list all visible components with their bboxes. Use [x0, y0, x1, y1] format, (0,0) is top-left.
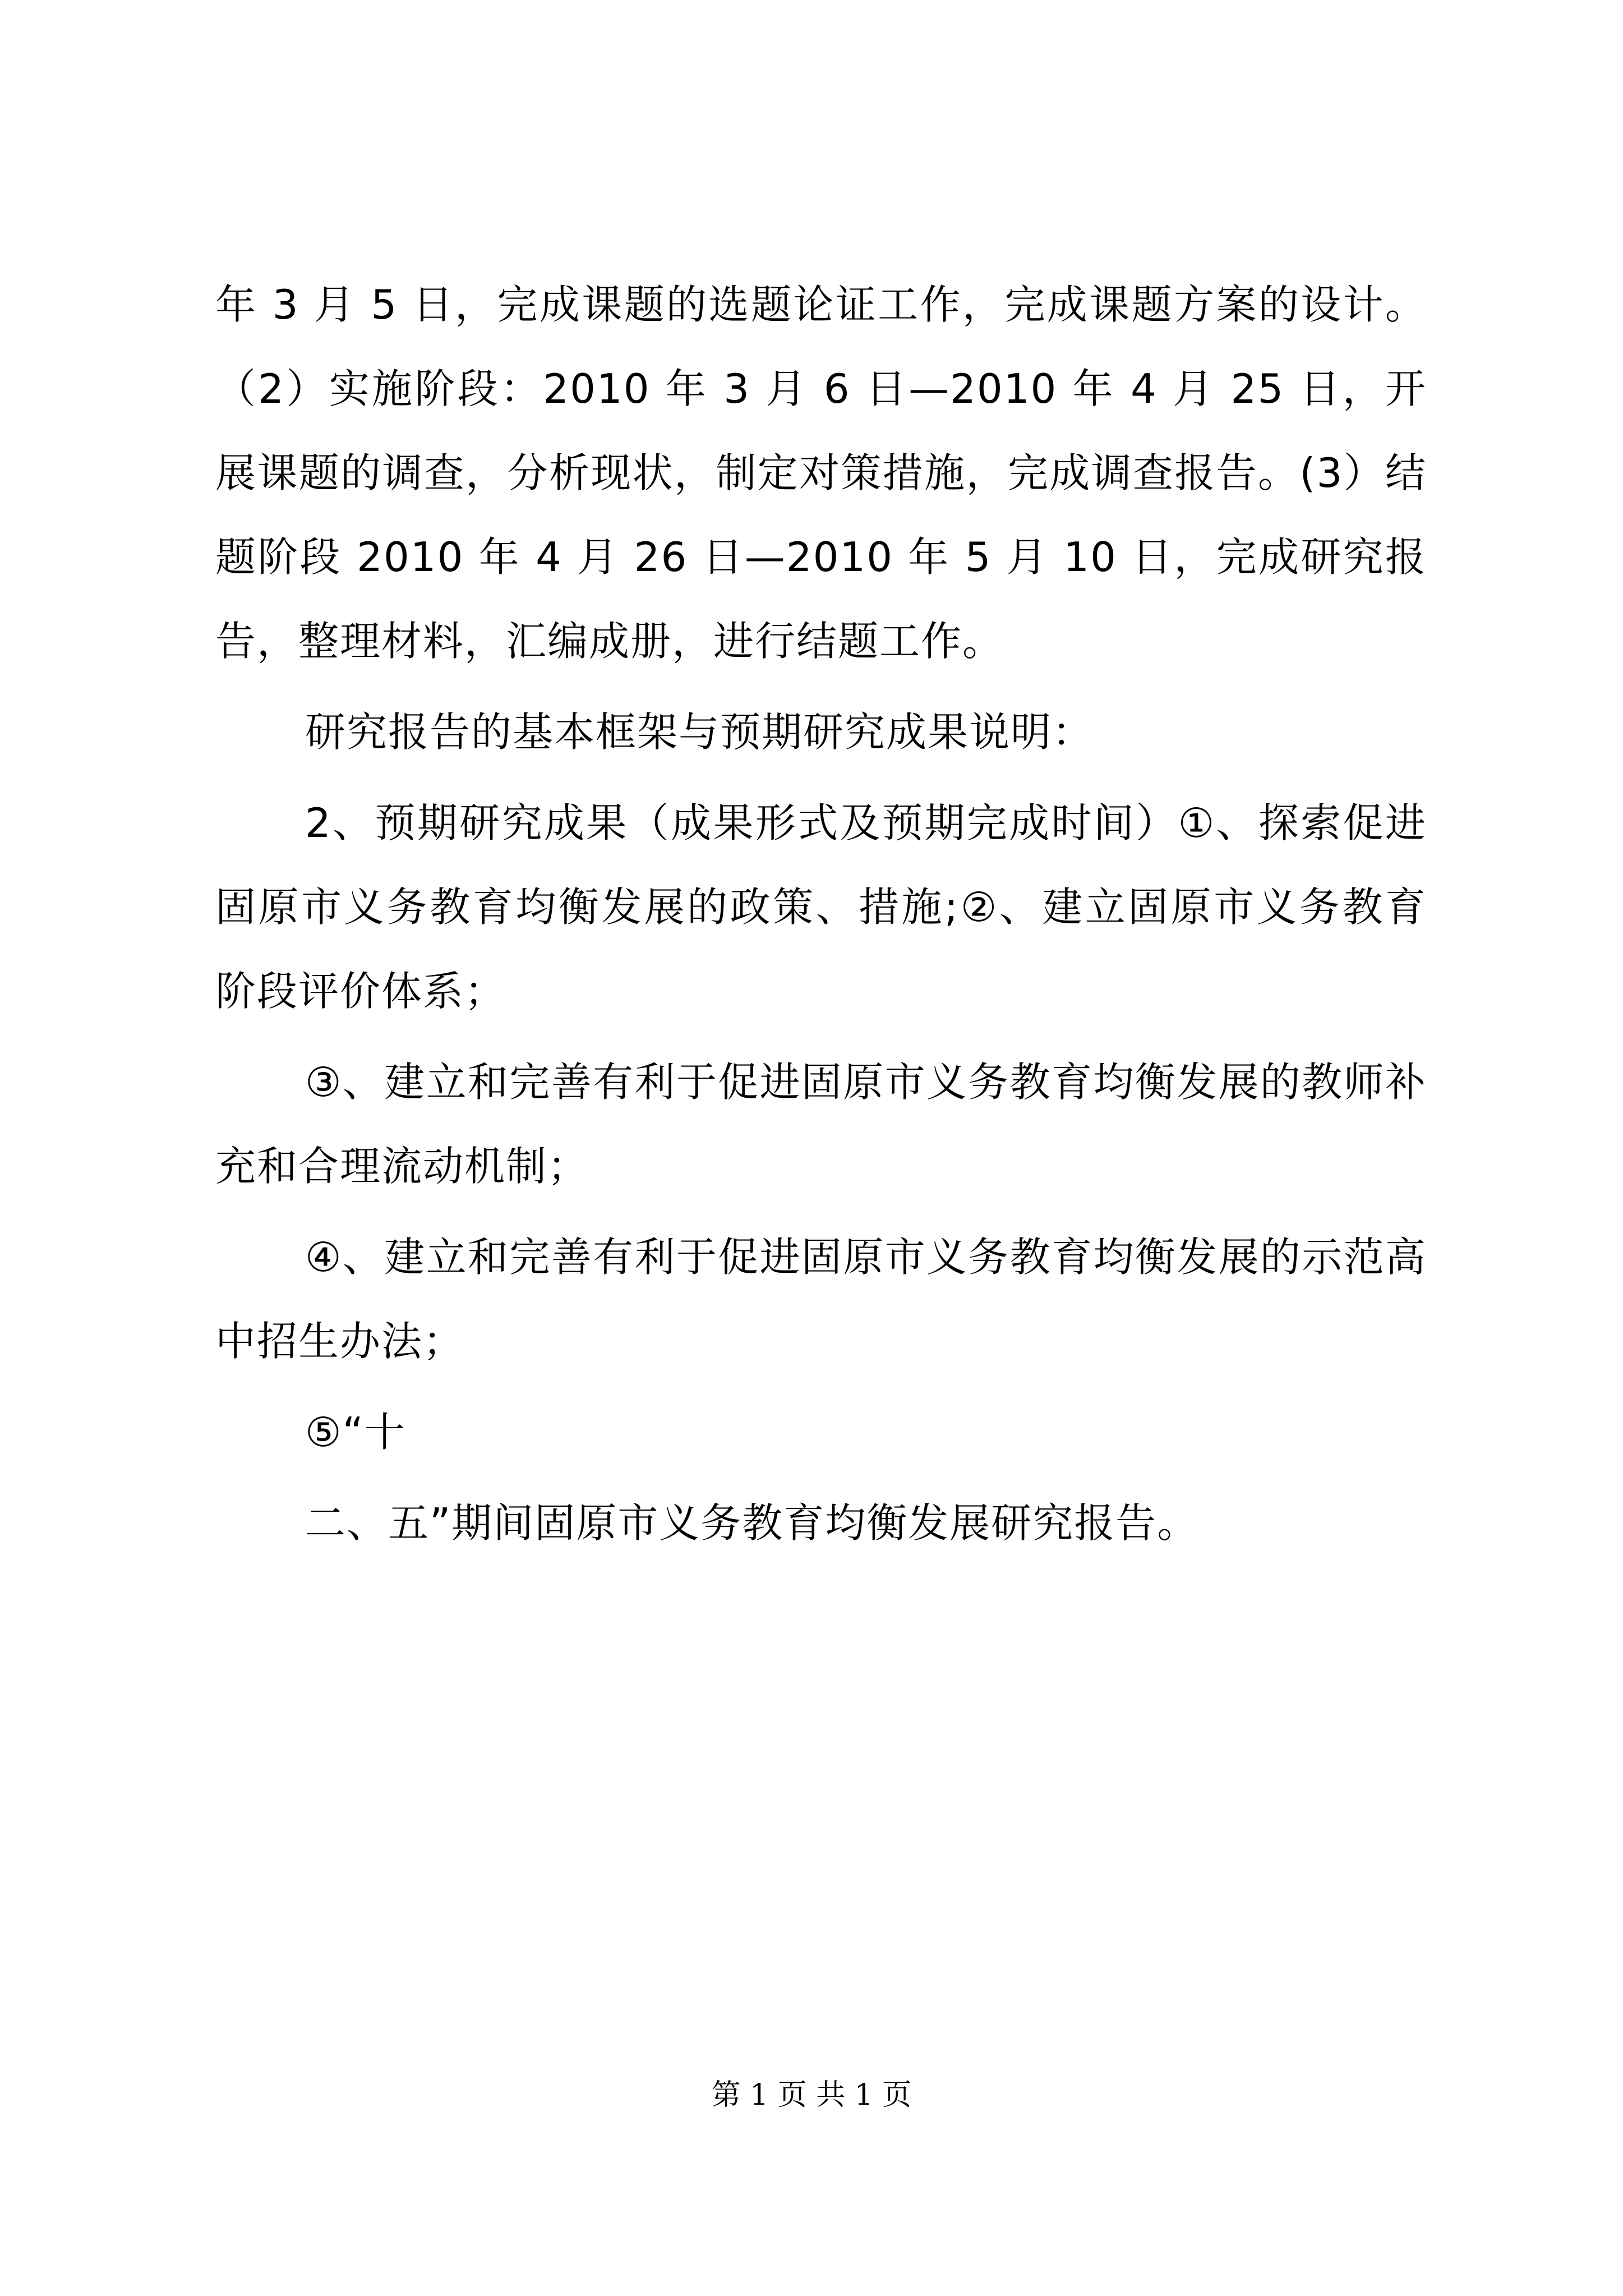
paragraph-item-3: ③、建立和完善有利于促进固原市义务教育均衡发展的教师补充和合理流动机制；: [215, 1059, 1427, 1190]
paragraph-item-5: ⑤“十: [305, 1409, 406, 1456]
paragraph-schedule: 年 3 月 5 日，完成课题的选题论证工作，完成课题方案的设计。（2）实施阶段：2010 年 3 月 6 日—2010 年 4 月 25 日，开展课题的调查，分析现状，制定对策措施，完成调查报告。(3）结题阶段 2010 年 4 月 26 日—2010 年 5 月 10 日，完成研究报告，整理材料，汇编成册，进行结题工作。: [215, 281, 1427, 665]
document-body: [215, 263, 1427, 1572]
paragraph-expected-results: 2、预期研究成果（成果形式及预期完成时间）①、探索促进固原市义务教育均衡发展的政策、措施;②、建立固原市义务教育阶段评价体系；: [215, 799, 1427, 1015]
page-number-label: 第 1 页 共 1 页: [711, 2078, 912, 2112]
paragraph-item-5-cont: 二、五”期间固原市义务教育均衡发展研究报告。: [305, 1499, 1199, 1547]
page-footer: [0, 2076, 1623, 2115]
paragraph-framework-heading: 研究报告的基本框架与预期研究成果说明：: [305, 708, 1094, 756]
paragraph-item-4: ④、建立和完善有利于促进固原市义务教育均衡发展的示范高中招生办法；: [215, 1234, 1427, 1365]
